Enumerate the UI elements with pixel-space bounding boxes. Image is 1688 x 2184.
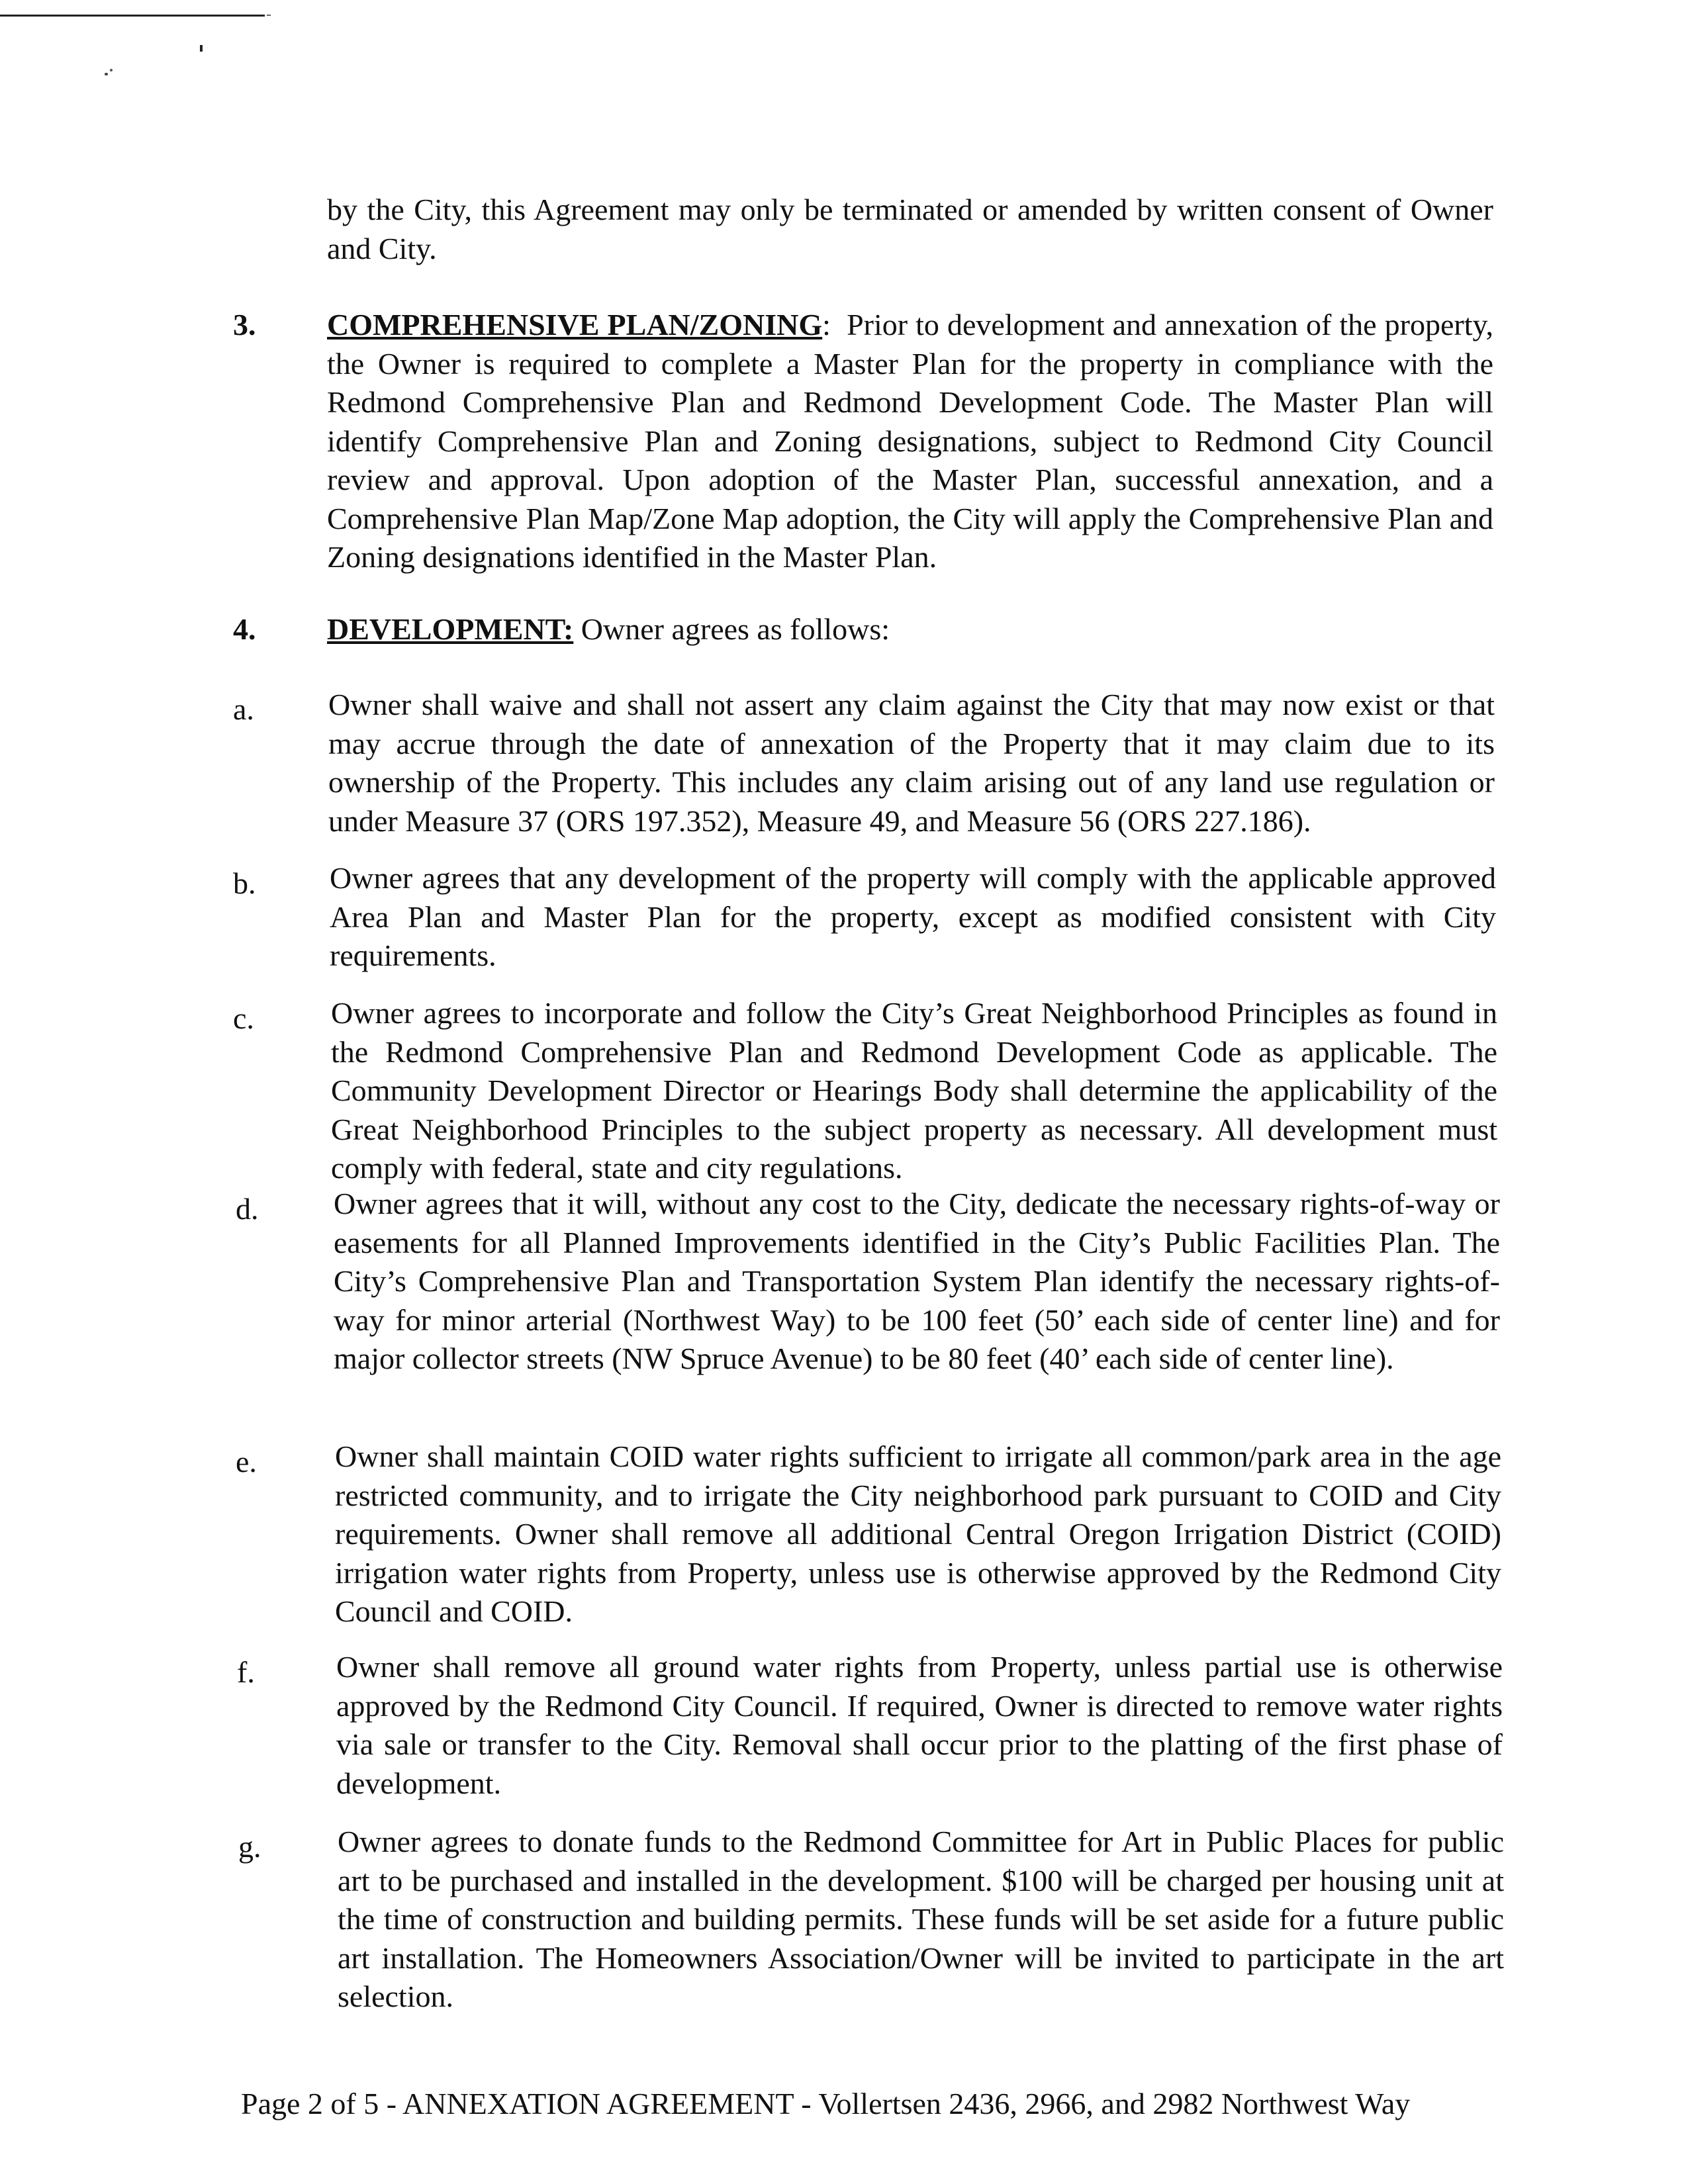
scan-edge-mark bbox=[267, 15, 271, 16]
item-d-label: d. bbox=[236, 1192, 259, 1226]
section-3-colon: : bbox=[822, 308, 831, 341]
item-d-text: Owner agrees that it will, without any cost to the City, dedicate the necessary rights-of-way or easements for all Planned Improvements identified in the City’s Public Facilities Plan. The City’s Comprehensive Plan and Transportation System Plan identify the necessary rights-of-way for minor arterial (Northwest Way) to be 100 feet (50’ each side of center line) and for major collector streets (NW Spruce Avenue) to be 80 feet (40’ each side of center line). bbox=[334, 1187, 1500, 1375]
item-f-label: f. bbox=[237, 1655, 255, 1689]
item-e-label: e. bbox=[236, 1445, 257, 1479]
page-footer: Page 2 of 5 - ANNEXATION AGREEMENT - Vollertsen 2436, 2966, and 2982 Northwest Way bbox=[241, 2087, 1411, 2120]
continuation-paragraph: by the City, this Agreement may only be terminated or amended by written consent of Owner and City. bbox=[327, 193, 1493, 265]
scan-speck bbox=[110, 69, 113, 71]
section-3-number: 3. bbox=[233, 308, 256, 341]
scan-edge-line bbox=[0, 15, 265, 17]
section-4-heading: DEVELOPMENT: bbox=[327, 612, 574, 646]
item-a-label: a. bbox=[233, 692, 254, 726]
section-3-heading: COMPREHENSIVE PLAN/ZONING bbox=[327, 308, 823, 341]
section-4-number: 4. bbox=[233, 612, 256, 646]
section-4-paragraph bbox=[327, 610, 1493, 649]
section-3-paragraph bbox=[327, 306, 1493, 577]
item-c-label: c. bbox=[233, 1001, 254, 1035]
item-g-label: g. bbox=[238, 1830, 261, 1864]
item-b-label: b. bbox=[233, 866, 256, 900]
item-e-text: Owner shall maintain COID water rights sufficient to irrigate all common/park area in the age restricted community, and to irrigate the City neighborhood park pursuant to COID and City requirements. Owner shall remove all additional Central Oregon Irrigation District (COID) irrigation water rights from Property, unless use is otherwise approved by the Redmond City Council and COID. bbox=[335, 1439, 1501, 1628]
section-3-text: Prior to development and annexation of the property, the Owner is required to complete a Master Plan for the property in compliance with the Redmond Comprehensive Plan and Redmond Development Code. The Master Plan will identify Comprehensive Plan and Zoning designations, subject to Redmond City Council review and approval. Upon adoption of the Master Plan, successful annexation, and a Comprehensive Plan Map/Zone Map adoption, the City will apply the Comprehensive Plan and Zoning designations identified in the Master Plan. bbox=[327, 308, 1493, 574]
item-a-text: Owner shall waive and shall not assert any claim against the City that may now exist or that may accrue through the date of annexation of the Property that it may claim due to its ownership of the Property. This includes any claim arising out of any land use regulation or under Measure 37 (ORS 197.352), Measure 49, and Measure 56 (ORS 227.186). bbox=[328, 688, 1495, 838]
item-g-text: Owner agrees to donate funds to the Redmond Committee for Art in Public Places for public art to be purchased and installed in the development. $100 will be charged per housing unit at the time of construction and building permits. These funds will be set aside for a future public art installation. The Homeowners Association/Owner will be invited to participate in the art selection. bbox=[338, 1825, 1504, 2013]
item-b-text: Owner agrees that any development of the property will comply with the applicable approved Area Plan and Master Plan for the property, except as modified consistent with City requirements. bbox=[330, 861, 1496, 972]
scan-speck bbox=[105, 73, 108, 75]
section-4-text: Owner agrees as follows: bbox=[581, 612, 890, 646]
scan-speck bbox=[200, 45, 203, 52]
item-f-text: Owner shall remove all ground water rights from Property, unless partial use is otherwise approved by the Redmond City Council. If required, Owner is directed to remove water rights via sale or transfer to the City. Removal shall occur prior to the platting of the first phase of development. bbox=[336, 1650, 1503, 1800]
item-c-text: Owner agrees to incorporate and follow the City’s Great Neighborhood Principles as found in the Redmond Comprehensive Plan and Redmond Development Code as applicable. The Community Development Director or Hearings Body shall determine the applicability of the Great Neighborhood Principles to the subject property as necessary. All development must comply with federal, state and city regulations. bbox=[331, 996, 1497, 1185]
